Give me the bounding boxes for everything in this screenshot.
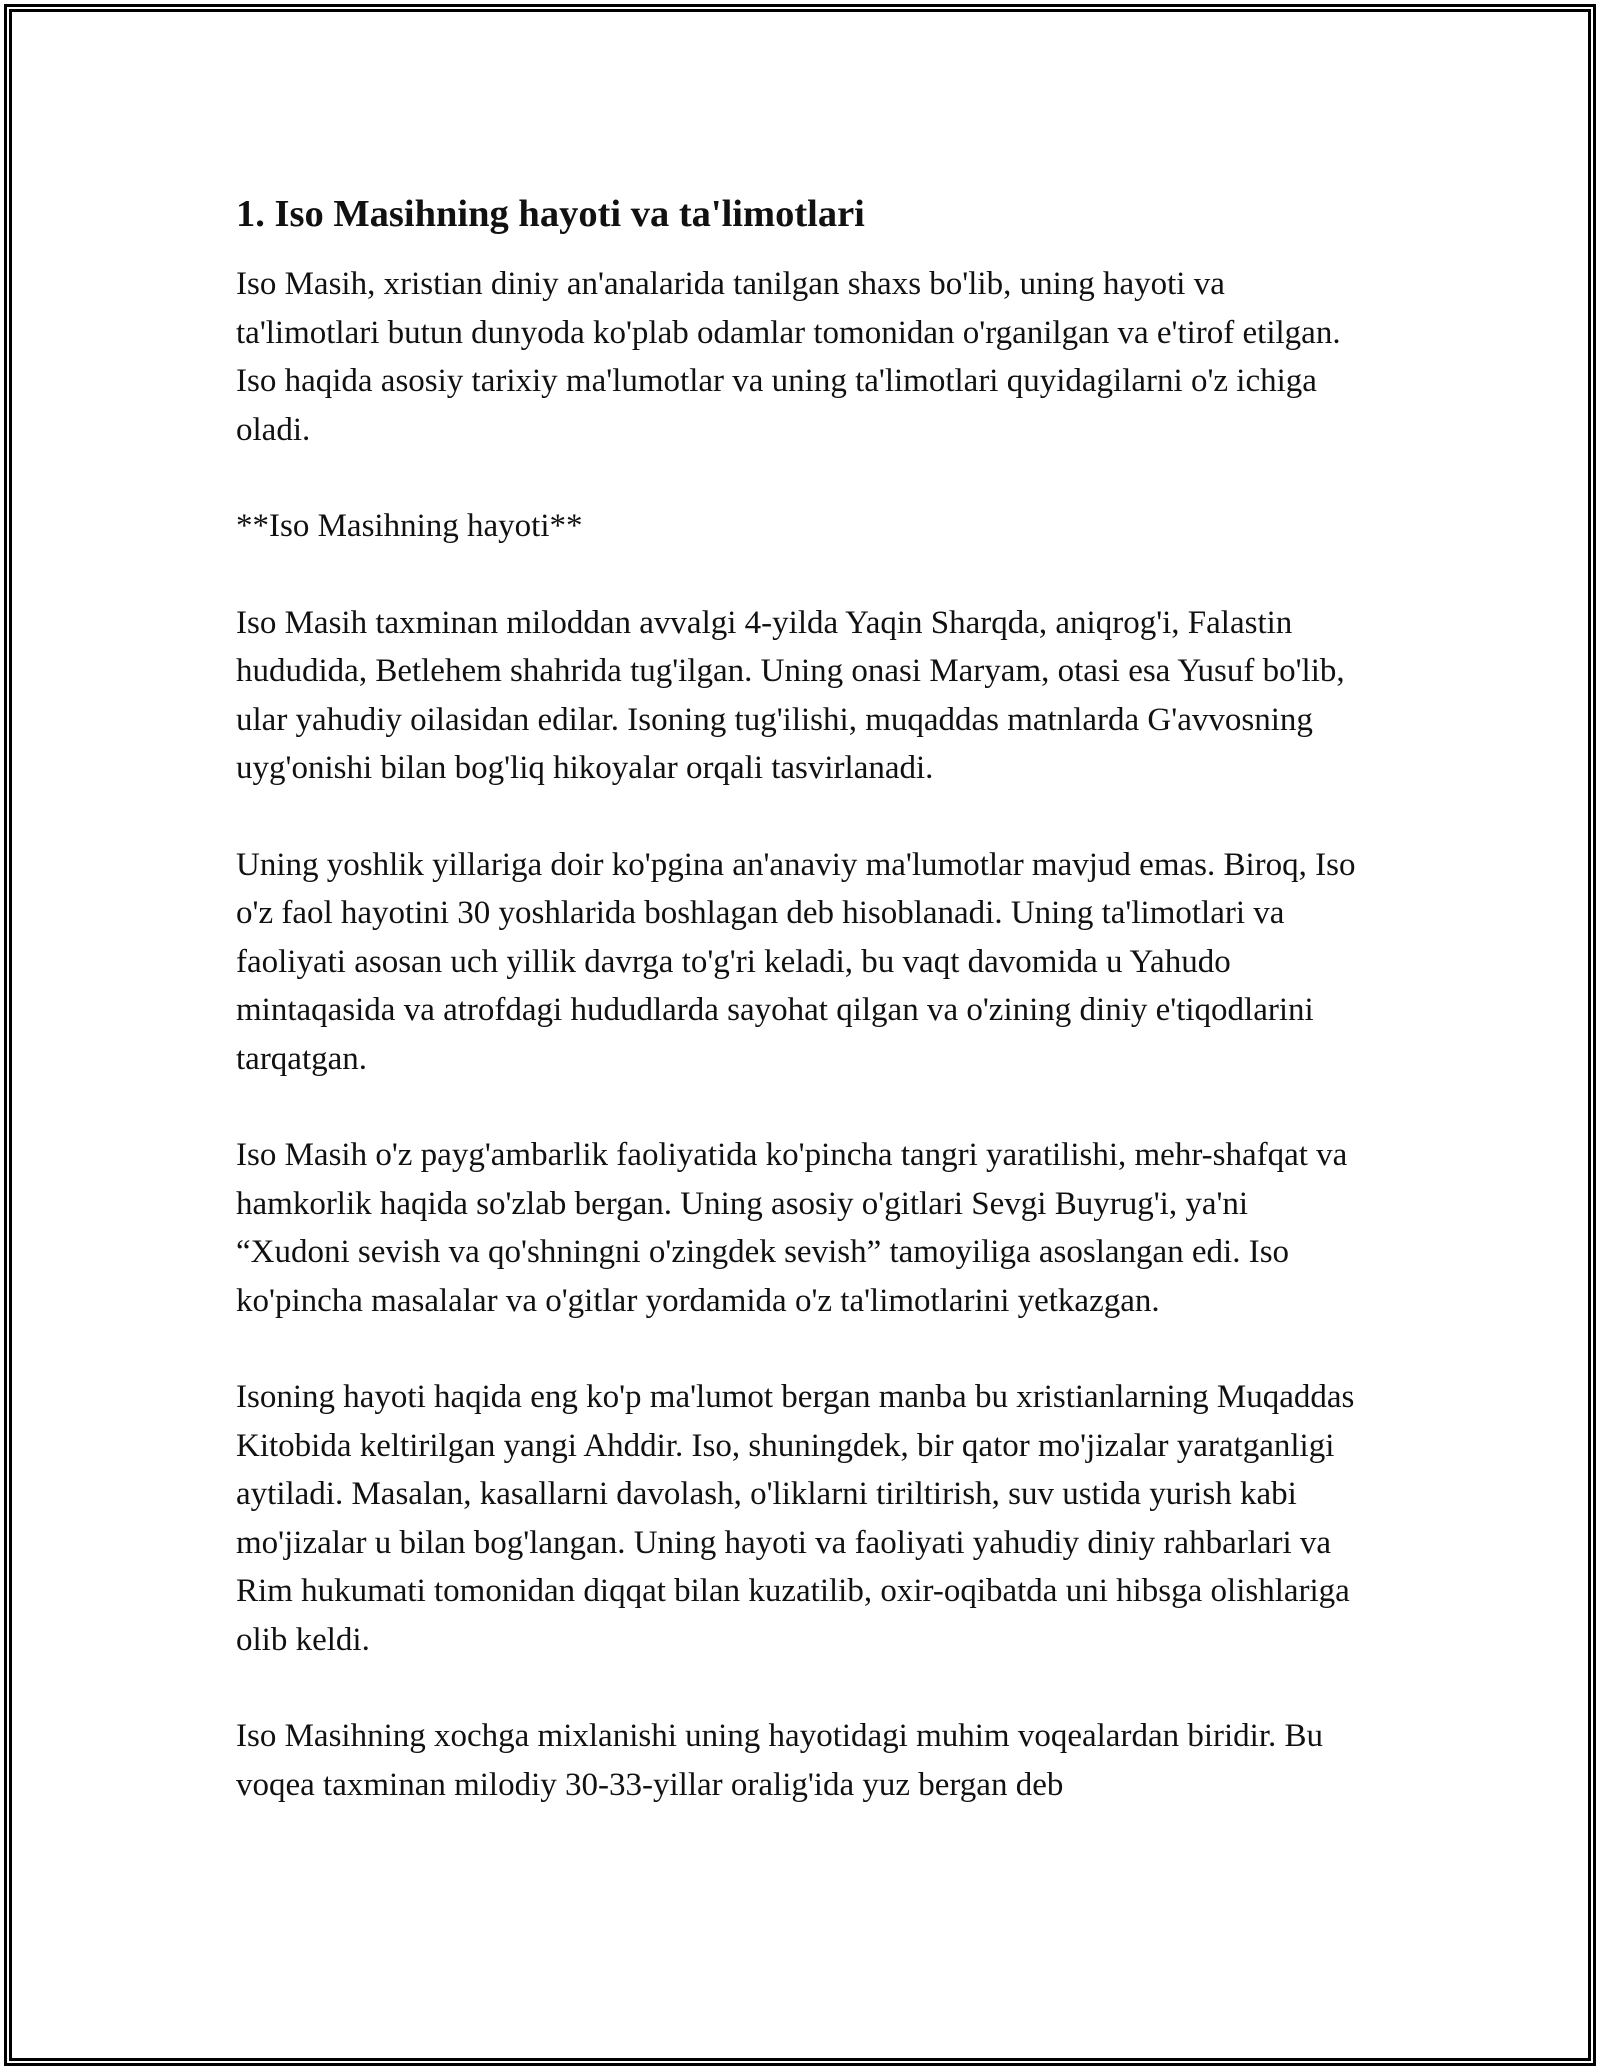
section-heading: 1. Iso Masihning hayoti va ta'limotlari xyxy=(236,193,865,235)
paragraph-youth: Uning yoshlik yillariga doir ko'pgina an'anaviy ma'lumotlar mavjud emas. Biroq, Iso o'z faol hayotini 30 yoshlarida boshlagan deb hisoblanadi. Uning ta'limotlari va faoliyati asosan uch yillik davrga to'g'ri keladi, bu vaqt davomida u Yahudo mintaqasida va atrofdagi hududlarda sayohat qilgan va o'zining diniy e'tiqodlarini tarqatgan. xyxy=(236,846,1356,1077)
paragraph-intro: Iso Masih, xristian diniy an'analarida tanilgan shaxs bo'lib, uning hayoti va ta'limotlari butun dunyoda ko'plab odamlar tomonidan o'rganilgan va e'tirof etilgan. Iso haqida asosiy tarixiy ma'lumotlar va uning ta'limotlari quyidagilarni o'z ichiga oladi. xyxy=(236,266,1341,448)
paragraph-crucifixion: Iso Masihning xochga mixlanishi uning hayotidagi muhim voqealardan biridir. Bu voqea taxminan milodiy 30-33-yillar oralig'ida yuz bergan deb xyxy=(236,1718,1324,1803)
document-body xyxy=(236,190,1366,1857)
paragraph-subheading: **Iso Masihning hayoti** xyxy=(236,508,583,544)
paragraph-teachings: Iso Masih o'z payg'ambarlik faoliyatida ko'pincha tangri yaratilishi, mehr-shafqat va hamkorlik haqida so'zlab bergan. Uning asosiy o'gitlari Sevgi Buyrug'i, ya'ni “Xudoni sevish va qo'shningni o'zingdek sevish” tamoyiliga asoslangan edi. Iso ko'pincha masalalar va o'gitlar yordamida o'z ta'limotlarini yetkazgan. xyxy=(236,1137,1348,1319)
paragraph-birth: Iso Masih taxminan miloddan avvalgi 4-yilda Yaqin Sharqda, aniqrog'i, Falastin hududida, Betlehem shahrida tug'ilgan. Uning onasi Maryam, otasi esa Yusuf bo'lib, ular yahudiy oilasidan edilar. Isoning tug'ilishi, muqaddas matnlarda G'avvosning uyg'onishi bilan bog'liq hikoyalar orqali tasvirlanadi. xyxy=(236,604,1345,786)
paragraph-sources: Isoning hayoti haqida eng ko'p ma'lumot bergan manba bu xristianlarning Muqaddas Kitobida keltirilgan yangi Ahddir. Iso, shuningdek, bir qator mo'jizalar yaratganligi aytiladi. Masalan, kasallarni davolash, o'liklarni tiriltirish, suv ustida yurish kabi mo'jizalar u bilan bog'langan. Uning hayoti va faoliyati yahudiy diniy rahbarlari va Rim hukumati tomonidan diqqat bilan kuzatilib, oxir-oqibatda uni hibsga olishlariga olib keldi. xyxy=(236,1379,1355,1658)
